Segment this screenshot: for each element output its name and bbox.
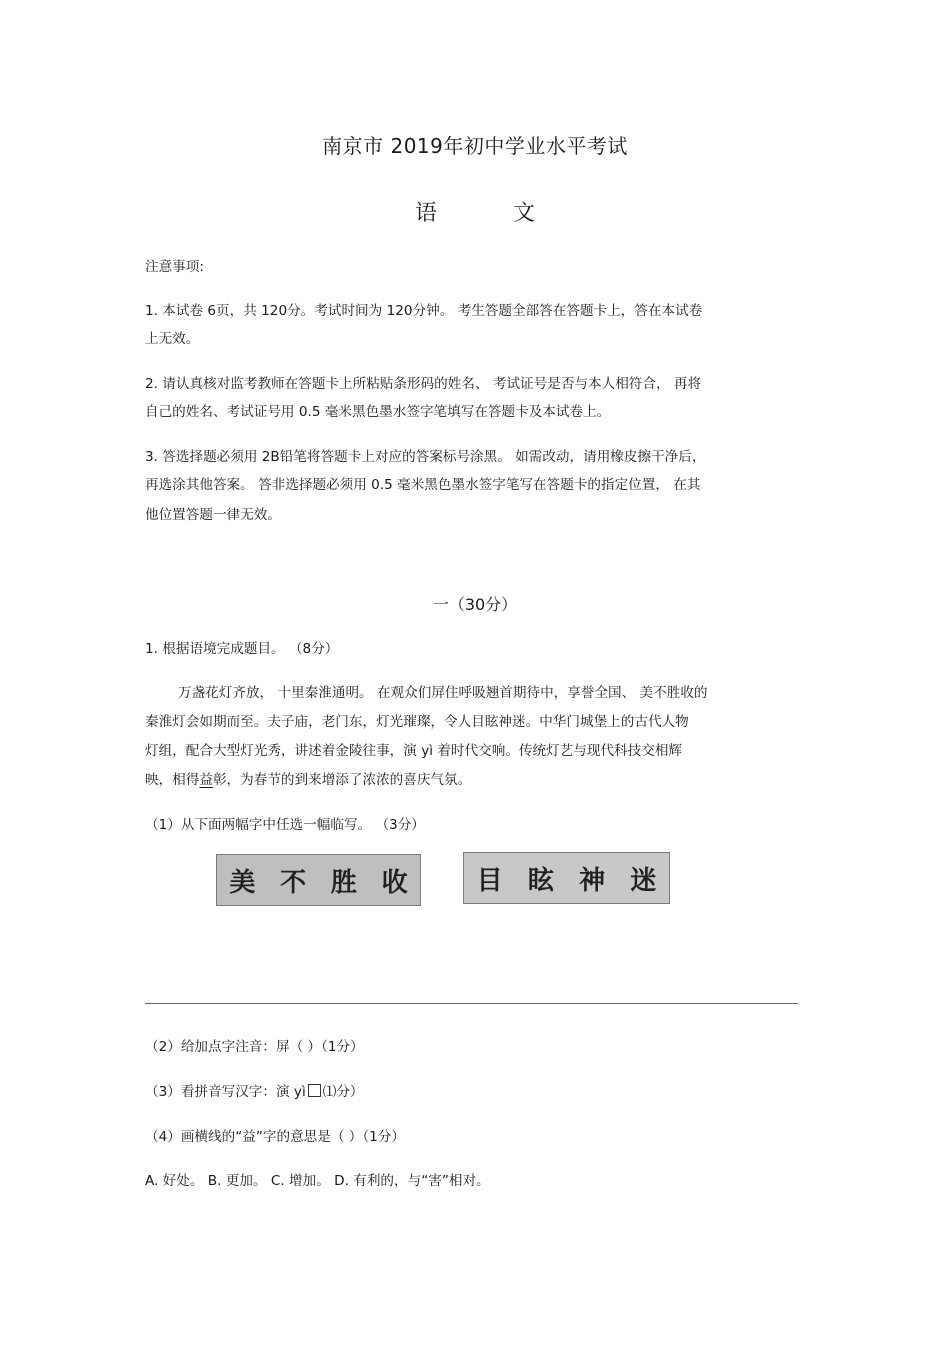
answer-line [145,1003,798,1004]
calligraphy-sample-2 [463,852,670,904]
sub-question-2: （2）给加点字注音：屏（ ）（1分） [145,1039,364,1055]
exam-title: 南京市 2019年初中学业水平考试 [322,134,628,158]
answer-box [308,1084,321,1097]
passage-line-1: 万盏花灯齐放， 十里秦淮通明。 在观众们屏住呼吸翘首期待中，享誉全国、 美不胜收的 [178,685,708,701]
subject-heading [0,196,950,227]
sub-question-3-text: （3）看拼音写汉字：演 yì [145,1084,306,1100]
calligraphy-char: 目 [476,865,503,896]
sub-question-3 [145,1080,364,1100]
sub-question-3-score: ⑴分） [322,1084,364,1100]
calligraphy-char: 神 [579,865,606,896]
answer-options: A. 好处。 B. 更加。 C. 增加。 D. 有利的，与“害”相对。 [145,1173,490,1189]
note-3-line-3: 他位置答题一律无效。 [145,507,281,523]
calligraphy-char: 不 [280,867,307,898]
note-1-line-2: 上无效。 [145,331,200,347]
note-1-line-1: 1. 本试卷 6页，共 120分。考试时间为 120分钟。 考生答题全部答在答题卡上，答在本试卷 [145,303,703,319]
sub-question-4: （4）画横线的“益”字的意思是（ ）（1分） [145,1129,405,1145]
notes-heading: 注意事项: [145,259,204,275]
note-2-line-2: 自己的姓名、考试证号用 0.5 毫米黑色墨水签字笔填写在答题卡及本试卷上。 [145,404,611,420]
section-heading: 一（30分） [432,595,518,614]
passage-line-2: 秦淮灯会如期而至。夫子庙，老门东，灯光璀璨，令人目眩神迷。中华门城堡上的古代人物 [145,714,689,730]
calligraphy-sample-1 [216,854,421,906]
calligraphy-char: 胜 [330,867,357,898]
note-3-line-2: 再选涂其他答案。 答非选择题必须用 0.5 毫米黑色墨水签字笔写在答题卡的指定位置， 在其 [145,477,701,493]
calligraphy-char: 收 [381,867,408,898]
passage-line-4-end: 彰，为春节的到来增添了浓浓的喜庆气氛。 [212,772,472,788]
passage-line-4 [145,768,471,788]
subject-char-2: 文 [513,201,536,226]
note-3-line-1: 3. 答选择题必须用 2B铅笔将答题卡上对应的答案标号涂黑。 如需改动，请用橡皮擦干净后， [145,449,706,465]
sub-question-1: （1）从下面两幅字中任选一幅临写。 （3分） [145,817,425,833]
calligraphy-char: 眩 [527,865,554,896]
calligraphy-char: 美 [229,867,256,898]
underlined-char: 益 [199,772,213,788]
subject-char-1: 语 [414,201,437,226]
passage-line-4-start: 映，相得 [145,772,200,788]
question-1-heading: 1. 根据语境完成题目。 （8分） [145,641,339,657]
note-2-line-1: 2. 请认真核对监考教师在答题卡上所粘贴条形码的姓名、 考试证号是否与本人相符合， 再将 [145,376,702,392]
passage-line-3: 灯组，配合大型灯光秀，讲述着金陵往事，演 yì 着时代交响。传统灯艺与现代科技交相辉 [145,743,683,759]
calligraphy-char: 迷 [630,865,657,896]
